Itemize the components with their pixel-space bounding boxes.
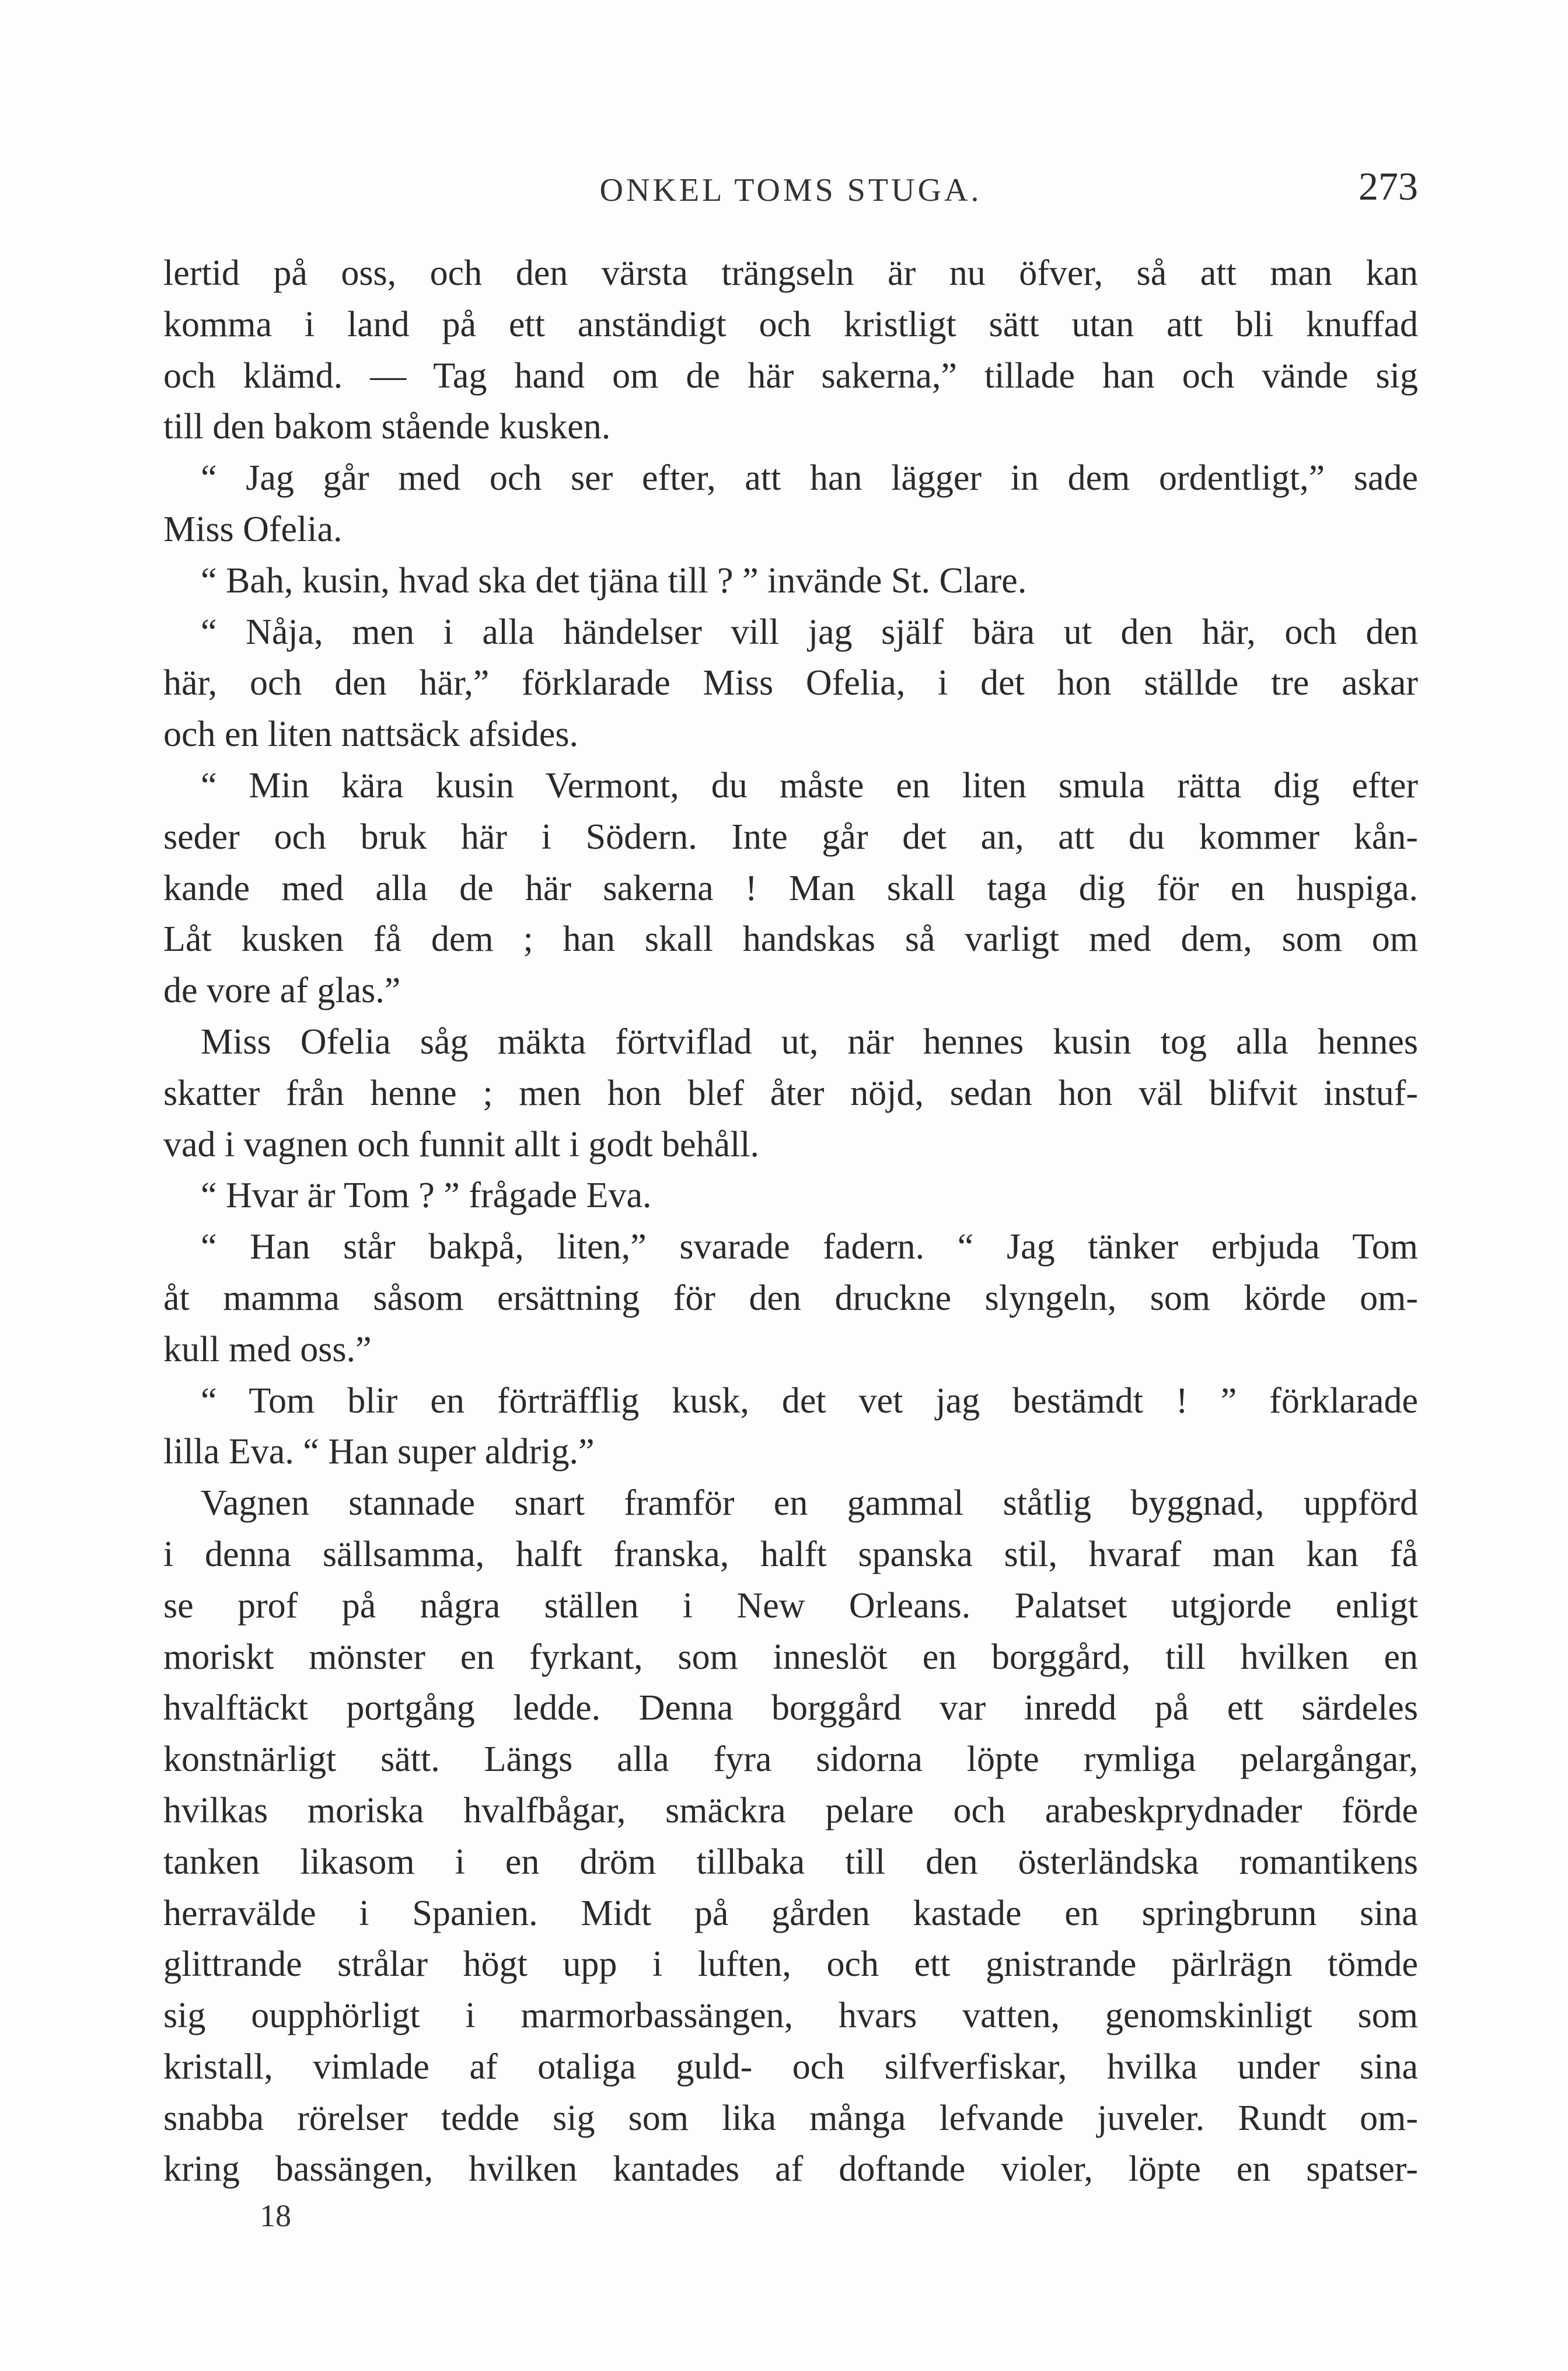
text-line: till den bakom stående kusken. — [163, 407, 611, 447]
text-line: glittrande strålar högt upp i luften, och ett gnistrande pärlrägn tömde — [163, 1944, 1418, 1985]
text-line: “ Tom blir en förträfflig kusk, det vet jag bestämdt ! ” förklarade — [201, 1380, 1418, 1421]
page-number: 273 — [1359, 164, 1418, 208]
text-line: vad i vagnen och funnit allt i godt behåll. — [163, 1124, 760, 1164]
text-line: Miss Ofelia. — [163, 509, 343, 549]
text-line: här, och den här,” förklarade Miss Ofelia, i det hon ställde tre askar — [163, 663, 1418, 703]
text-line: kring bassängen, hvilken kantades af doftande violer, löpte en spatser- — [163, 2149, 1418, 2189]
text-line: i denna sällsamma, halft franska, halft spanska stil, hvaraf man kan få — [163, 1534, 1418, 1574]
text-line: “ Hvar är Tom ? ” frågade Eva. — [201, 1176, 652, 1216]
text-line: “ Jag går med och ser efter, att han lägger in dem ordentligt,” sade — [201, 458, 1418, 498]
text-line: kristall, vimlade af otaliga guld- och silfverfiskar, hvilka under sina — [163, 2046, 1418, 2087]
text-line: “ Min kära kusin Vermont, du måste en liten smula rätta dig efter — [201, 765, 1418, 806]
text-line: “ Nåja, men i alla händelser vill jag själf bära ut den här, och den — [201, 612, 1418, 652]
text-line: Miss Ofelia såg mäkta förtviflad ut, när hennes kusin tog alla hennes — [201, 1021, 1418, 1062]
text-line: hvilkas moriska hvalfbågar, smäckra pelare och arabeskprydnader förde — [163, 1790, 1418, 1830]
text-line: och klämd. — Tag hand om de här sakerna,” tillade han och vände sig — [163, 355, 1418, 396]
text-line: hvalftäckt portgång ledde. Denna borggård var inredd på ett särdeles — [163, 1688, 1418, 1728]
running-head: ONKEL TOMS STUGA. — [599, 172, 982, 208]
text-line: konstnärligt sätt. Längs alla fyra sidorna löpte rymliga pelargångar, — [163, 1739, 1418, 1780]
text-line: se prof på några ställen i New Orleans. Palatset utgjorde enligt — [163, 1585, 1418, 1626]
text-line: Vagnen stannade snart framför en gammal ståtlig byggnad, uppförd — [201, 1483, 1418, 1523]
signature-mark: 18 — [260, 2198, 291, 2233]
text-line: åt mamma såsom ersättning för den druckne slyngeln, som körde om- — [163, 1278, 1418, 1318]
text-line: komma i land på ett anständigt och kristligt sätt utan att bli knuffad — [163, 304, 1418, 344]
text-line: och en liten nattsäck afsides. — [163, 714, 579, 755]
text-line: lilla Eva. “ Han super aldrig.” — [163, 1432, 595, 1472]
text-line: snabba rörelser tedde sig som lika många lefvande juveler. Rundt om- — [163, 2098, 1418, 2138]
text-line: seder och bruk här i Södern. Inte går det an, att du kommer kån- — [163, 817, 1418, 857]
text-line: herravälde i Spanien. Midt på gården kastade en springbrunn sina — [163, 1893, 1418, 1933]
text-line: moriskt mönster en fyrkant, som inneslöt en borggård, till hvilken en — [163, 1637, 1418, 1677]
text-line: kull med oss.” — [163, 1329, 372, 1369]
text-line: tanken likasom i en dröm tillbaka till den österländska romantikens — [163, 1842, 1418, 1882]
page-header — [163, 158, 1418, 216]
text-line: skatter från henne ; men hon blef åter nöjd, sedan hon väl blifvit instuf- — [163, 1073, 1418, 1113]
text-line: de vore af glas.” — [163, 971, 401, 1011]
text-line: “ Han står bakpå, liten,” svarade fadern. “ Jag tänker erbjuda Tom — [201, 1227, 1418, 1267]
body-text — [163, 248, 1418, 2195]
text-line: sig oupphörligt i marmorbassängen, hvars vatten, genomskinligt som — [163, 1996, 1418, 2036]
text-line: lertid på oss, och den värsta trängseln är nu öfver, så att man kan — [163, 253, 1418, 293]
text-line: kande med alla de här sakerna ! Man skall taga dig för en huspiga. — [163, 868, 1418, 908]
text-line: Låt kusken få dem ; han skall handskas så varligt med dem, som om — [163, 919, 1418, 960]
text-line: “ Bah, kusin, hvad ska det tjäna till ? ” invände St. Clare. — [201, 560, 1027, 601]
